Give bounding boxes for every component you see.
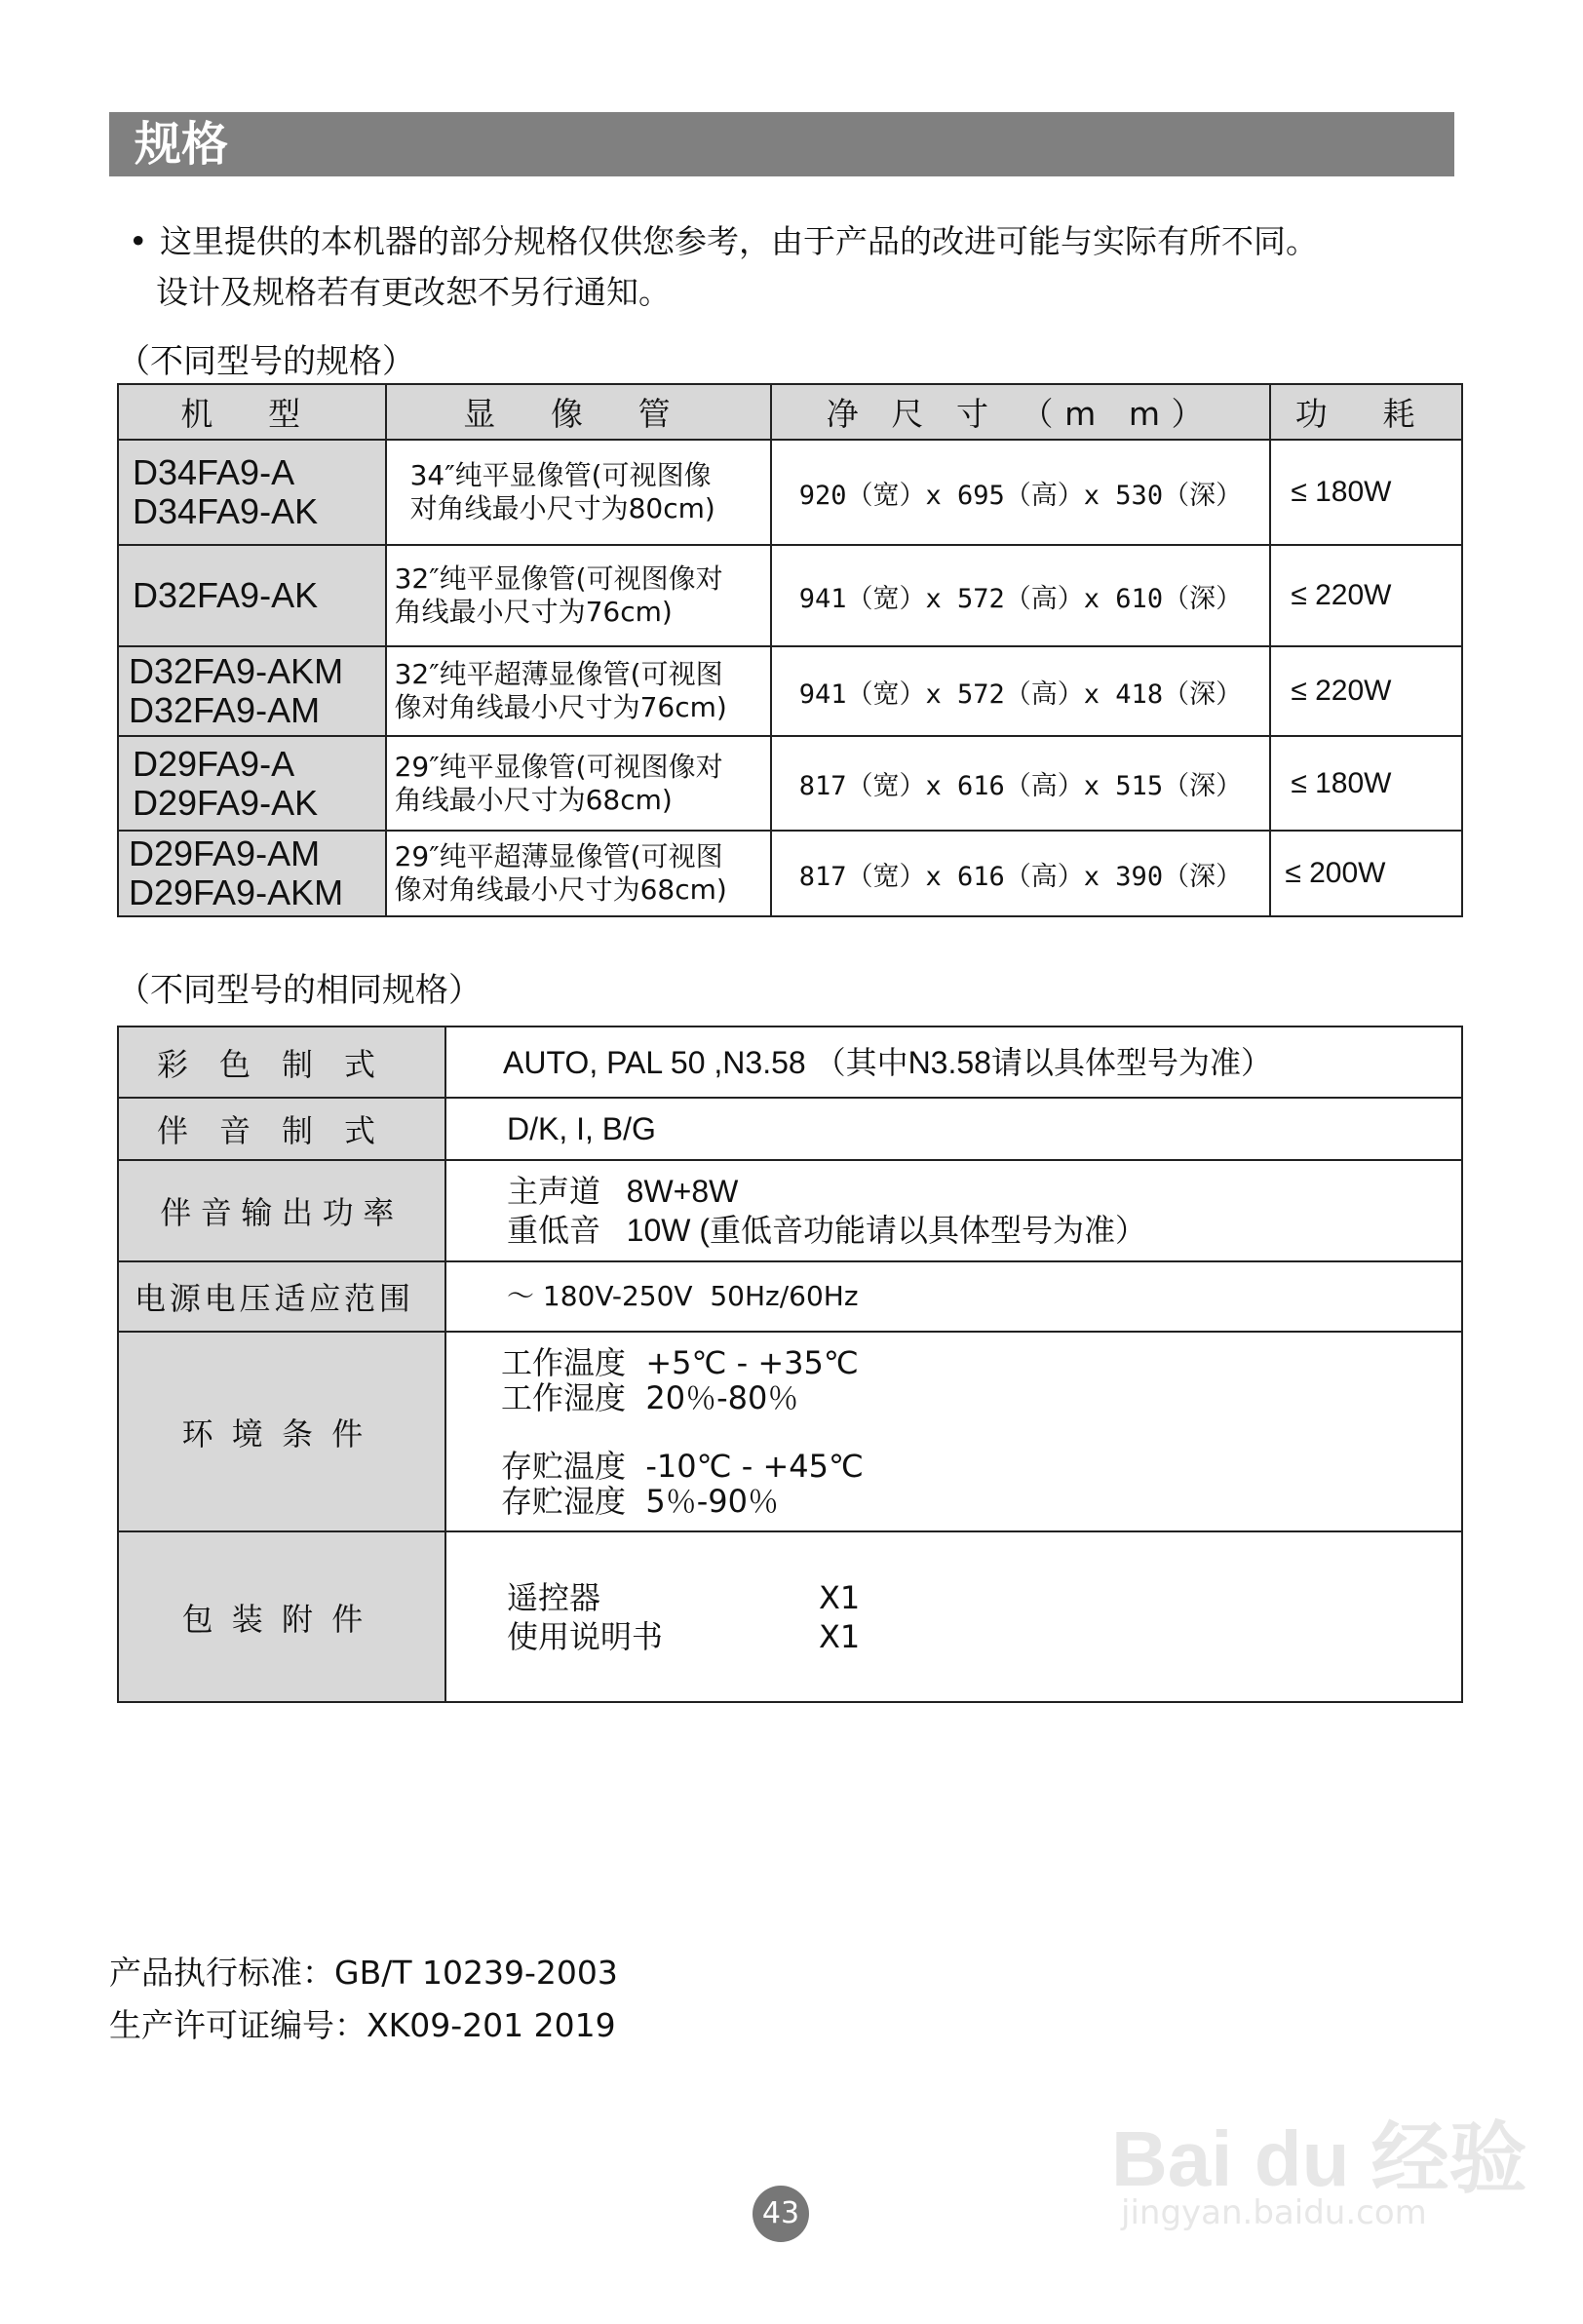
baidu-watermark	[1111, 2057, 1527, 2232]
key-accessories: 包装附件	[118, 1531, 445, 1702]
key-environment: 环境条件	[118, 1332, 445, 1531]
key-color-system: 彩色制式	[118, 1026, 445, 1098]
header-power: 功 耗	[1270, 384, 1462, 440]
common-spec-table	[117, 1026, 1463, 1703]
model-cell: D32FA9-AK	[118, 545, 386, 646]
bullet-icon: •	[129, 222, 148, 260]
size-cell: 920（宽）x 695（高）x 530（深）	[771, 440, 1271, 545]
env-line-1: 工作温度 +5℃ - +35℃	[501, 1343, 859, 1381]
section-label-models: （不同型号的规格）	[117, 342, 415, 381]
table-row	[118, 1026, 1462, 1098]
models-spec-table	[117, 383, 1463, 917]
accessory-name: 遥控器	[507, 1578, 601, 1616]
product-standard: 产品执行标准：GB/T 10239-2003	[109, 1954, 618, 1992]
header-model: 机 型	[118, 384, 386, 440]
page-number: 43	[753, 2186, 809, 2242]
table-row	[118, 1332, 1462, 1531]
size-cell: 817（宽）x 616（高）x 515（深）	[771, 736, 1271, 831]
accessory-qty: X1	[819, 1617, 861, 1655]
accessory-row	[507, 1617, 1461, 1656]
note-line-1: 这里提供的本机器的部分规格仅供您参考，由于产品的改进可能与实际有所不同。	[160, 222, 1318, 260]
section-label-common: （不同型号的相同规格）	[117, 971, 482, 1010]
table-row	[118, 1531, 1462, 1702]
crt-cell: 34″纯平显像管(可视图像 对角线最小尺寸为80cm)	[386, 440, 771, 545]
power-cell: ≤ 200W	[1270, 831, 1462, 916]
note-line-2: 设计及规格若有更改恕不另行通知。	[156, 273, 671, 311]
env-line-4: 存贮湿度 5％-90％	[501, 1482, 779, 1520]
crt-cell: 29″纯平超薄显像管(可视图 像对角线最小尺寸为68cm)	[386, 831, 771, 916]
key-audio-output: 伴音输出功率	[118, 1160, 445, 1261]
model-cell: D32FA9-AKM D32FA9-AM	[118, 646, 386, 736]
crt-cell: 32″纯平显像管(可视图像对 角线最小尺寸为76cm)	[386, 545, 771, 646]
value-accessories	[445, 1531, 1462, 1702]
audio-line-2: 重低音 10W (重低音功能请以具体型号为准）	[507, 1213, 1147, 1248]
model-cell: D29FA9-A D29FA9-AK	[118, 736, 386, 831]
size-cell: 941（宽）x 572（高）x 418（深）	[771, 646, 1271, 736]
table-row	[118, 545, 1462, 646]
env-line-2: 工作湿度 20％-80％	[501, 1378, 799, 1416]
size-cell: 941（宽）x 572（高）x 610（深）	[771, 545, 1271, 646]
crt-cell: 29″纯平显像管(可视图像对 角线最小尺寸为68cm)	[386, 736, 771, 831]
table-row	[118, 831, 1462, 916]
table-row	[118, 1098, 1462, 1160]
table-row	[118, 736, 1462, 831]
accessory-row	[507, 1578, 1461, 1617]
table-row	[118, 1261, 1462, 1332]
value-audio-output	[445, 1160, 1462, 1261]
header-crt: 显 像 管	[386, 384, 771, 440]
power-cell: ≤ 220W	[1270, 545, 1462, 646]
header-size: 净 尺 寸 （m m）	[771, 384, 1271, 440]
power-cell: ≤ 180W	[1270, 736, 1462, 831]
env-line-3: 存贮温度 -10℃ - +45℃	[501, 1447, 864, 1485]
table-row	[118, 646, 1462, 736]
model-cell: D34FA9-A D34FA9-AK	[118, 440, 386, 545]
key-sound-system: 伴音制式	[118, 1098, 445, 1160]
production-license: 生产许可证编号：XK09-201 2019	[109, 2006, 616, 2044]
crt-cell: 32″纯平超薄显像管(可视图 像对角线最小尺寸为76cm)	[386, 646, 771, 736]
watermark-logo: Bai du 经验	[1111, 2115, 1527, 2202]
model-cell: D29FA9-AM D29FA9-AKM	[118, 831, 386, 916]
audio-line-1: 主声道 8W+8W	[507, 1174, 739, 1209]
value-sound-system: D/K, I, B/G	[445, 1098, 1462, 1160]
value-color-system: AUTO, PAL 50 ,N3.58 （其中N3.58请以具体型号为准）	[445, 1026, 1462, 1098]
value-voltage: ～ 180V-250V 50Hz/60Hz	[445, 1261, 1462, 1332]
section-header	[109, 112, 1454, 176]
size-cell: 817（宽）x 616（高）x 390（深）	[771, 831, 1271, 916]
page-title: 规格	[135, 117, 229, 172]
table-row	[118, 1160, 1462, 1261]
table-header-row	[118, 384, 1462, 440]
accessory-qty: X1	[819, 1578, 861, 1616]
watermark-url: jingyan.baidu.com	[1121, 2193, 1427, 2232]
accessory-name: 使用说明书	[507, 1617, 664, 1655]
value-environment	[445, 1332, 1462, 1531]
spec-note	[129, 216, 1318, 318]
power-cell: ≤ 220W	[1270, 646, 1462, 736]
key-voltage: 电源电压适应范围	[118, 1261, 445, 1332]
power-cell: ≤ 180W	[1270, 440, 1462, 545]
table-row	[118, 440, 1462, 545]
